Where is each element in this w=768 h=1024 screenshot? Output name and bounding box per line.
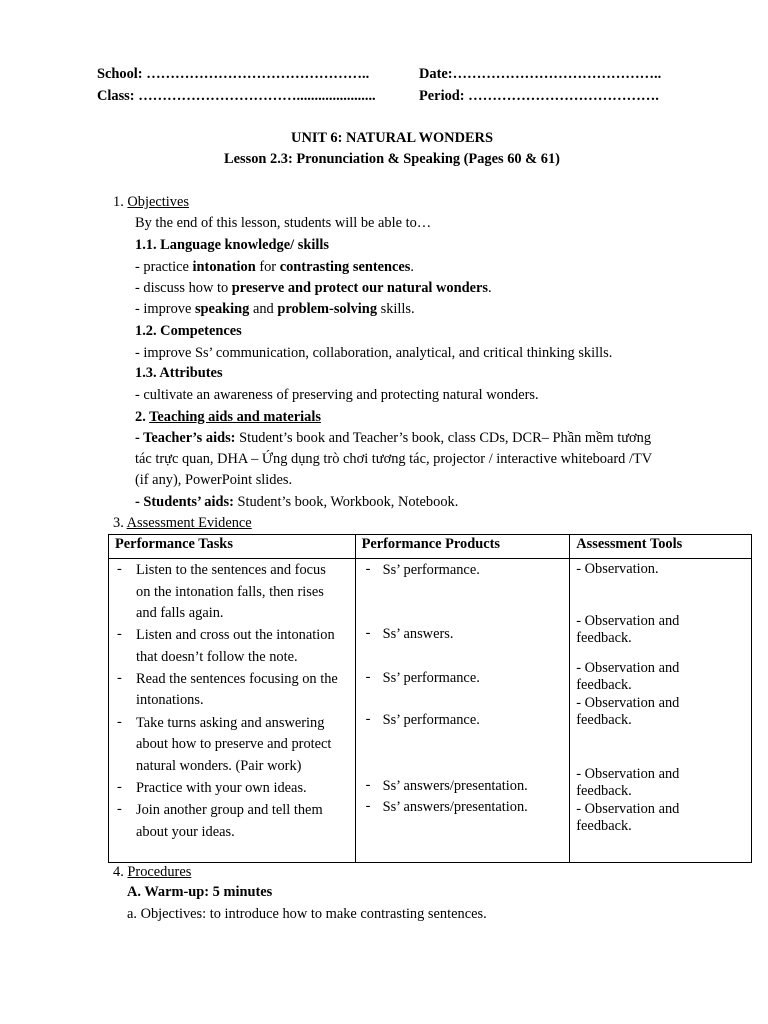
lesson-title: Lesson 2.3: Pronunciation & Speaking (Pages 60 & 61)	[224, 151, 560, 167]
period-label: Period:	[419, 88, 465, 104]
products-cell: - - - - - - Ss’ performance. Ss’ answers. Ss’ performance. Ss’ performance. Ss’ answers/presentation. Ss’ answers/presentation.	[355, 559, 570, 863]
teaching-aids-number: 2.	[135, 409, 146, 425]
date-dots: ……………………………………..	[452, 66, 662, 82]
task-line: Listen and cross out the intonation	[136, 627, 335, 643]
procedures-number: 4.	[113, 864, 124, 880]
task-line: about your ideas.	[136, 824, 235, 840]
product-line: Ss’ answers/presentation.	[382, 778, 528, 794]
column-header: Performance Tasks	[109, 535, 356, 559]
column-header: Performance Products	[355, 535, 570, 559]
attributes-heading: 1.3. Attributes	[135, 365, 223, 381]
competences-heading: 1.2. Competences	[135, 323, 242, 339]
task-line: and falls again.	[136, 605, 224, 621]
task-line: about how to preserve and protect	[136, 736, 332, 752]
students-aids-label: - Students’ aids:	[135, 494, 234, 510]
teaching-aids-heading	[135, 409, 321, 426]
product-line: Ss’ performance.	[382, 712, 480, 728]
tool-line: feedback.	[576, 677, 632, 693]
class-label: Class:	[97, 88, 135, 104]
tool-line: feedback.	[576, 712, 632, 728]
tool-line: feedback.	[576, 783, 632, 799]
objective-item: - discuss how to preserve and protect our natural wonders.	[135, 280, 492, 296]
objectives-title: Objectives	[127, 194, 189, 210]
task-line: Join another group and tell them	[136, 802, 323, 818]
task-line: that doesn’t follow the note.	[136, 649, 298, 665]
tool-line: - Observation and	[576, 766, 680, 782]
language-knowledge-heading: 1.1. Language knowledge/ skills	[135, 237, 329, 253]
task-line: Read the sentences focusing on the	[136, 671, 338, 687]
product-line: Ss’ answers/presentation.	[382, 799, 528, 815]
teaching-aids-title: Teaching aids and materials	[149, 409, 321, 425]
tasks-cell: - - - - - - Listen to the sentences and focus on the intonation falls, then rises and falls again. Listen and cross out the intonation that doesn’t follow the note. Read the sentences focusing on the intonations. Take turns asking and answering about how to preserve and protect natural wonders. (Pair work) Practice with your own ideas. Join another group and tell them about your ideas.	[109, 559, 356, 863]
task-line: natural wonders. (Pair work)	[136, 758, 302, 774]
tool-line: - Observation and	[576, 695, 680, 711]
date-label: Date:	[419, 66, 453, 82]
assessment-table	[108, 534, 752, 863]
product-line: Ss’ answers.	[382, 626, 454, 642]
table-header-row	[109, 535, 752, 559]
procedures-title: Procedures	[127, 864, 192, 880]
tool-line: - Observation and	[576, 801, 680, 817]
school-label: School:	[97, 66, 143, 82]
objectives-intro: By the end of this lesson, students will be able to…	[135, 215, 432, 231]
school-dots: ………………………………………..	[146, 66, 370, 82]
product-line: Ss’ performance.	[382, 562, 480, 578]
objective-item: - practice intonation for contrasting sentences.	[135, 259, 415, 275]
task-line: Take turns asking and answering	[136, 715, 325, 731]
attribute-item: - cultivate an awareness of preserving and protecting natural wonders.	[135, 387, 539, 403]
objectives-number: 1.	[113, 194, 124, 210]
warmup-objectives: a. Objectives: to introduce how to make contrasting sentences.	[127, 906, 487, 922]
class-field	[97, 88, 376, 105]
objective-item: - improve speaking and problem-solving skills.	[135, 301, 415, 317]
task-line: Listen to the sentences and focus	[136, 562, 326, 578]
teacher-aids-line: (if any), PowerPoint slides.	[135, 472, 293, 488]
teacher-aids-label: - Teacher’s aids:	[135, 430, 236, 446]
task-line: intonations.	[136, 692, 204, 708]
task-line: on the intonation falls, then rises	[136, 584, 324, 600]
column-header: Assessment Tools	[570, 535, 752, 559]
teacher-aids-line: - Teacher’s aids: Student’s book and Teacher’s book, class CDs, DCR– Phần mềm tương	[135, 430, 652, 446]
objectives-heading	[113, 194, 189, 211]
tool-line: feedback.	[576, 630, 632, 646]
students-aids-line: - Students’ aids: Student’s book, Workbook, Notebook.	[135, 494, 459, 510]
procedures-heading	[113, 864, 191, 881]
period-dots: ………………………………….	[468, 88, 659, 104]
date-field	[419, 66, 661, 83]
class-dots: ……………………………......................	[138, 88, 376, 104]
tool-line: - Observation.	[576, 561, 659, 577]
assessment-heading	[113, 515, 252, 532]
assessment-number: 3.	[113, 515, 124, 531]
warmup-heading: A. Warm-up: 5 minutes	[127, 884, 273, 900]
unit-title: UNIT 6: NATURAL WONDERS	[291, 130, 493, 146]
competence-item: - improve Ss’ communication, collaboration, analytical, and critical thinking skills.	[135, 345, 613, 361]
product-line: Ss’ performance.	[382, 670, 480, 686]
school-field	[97, 66, 369, 83]
tools-cell	[570, 559, 752, 863]
teacher-aids-line: tác trực quan, DHA – Ứng dụng trò chơi tương tác, projector / interactive whiteboard /TV	[135, 451, 653, 467]
tool-line: - Observation and	[576, 660, 680, 676]
tool-line: feedback.	[576, 818, 632, 834]
task-line: Practice with your own ideas.	[136, 780, 307, 796]
period-field	[419, 88, 659, 105]
tool-line: - Observation and	[576, 613, 680, 629]
table-row	[109, 559, 752, 863]
assessment-title: Assessment Evidence	[126, 515, 252, 531]
